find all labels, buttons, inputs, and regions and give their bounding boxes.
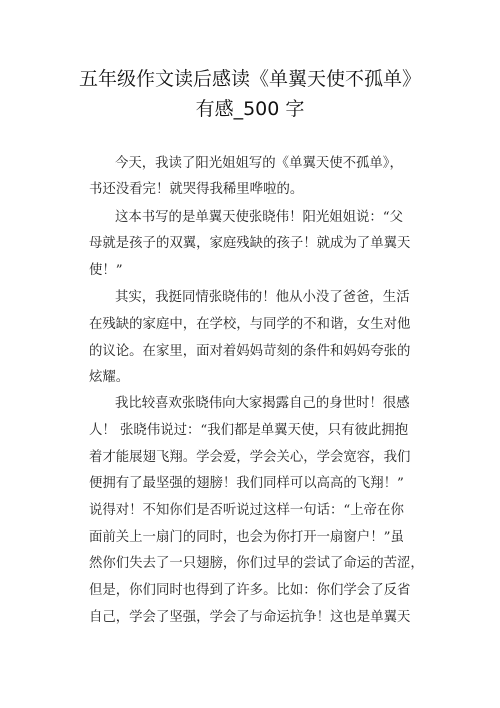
- body-line-13: 便拥有了最坚强的翅膀！我们同样可以高高的飞翔！”: [89, 476, 404, 491]
- body-line-9: 炫耀。: [89, 370, 130, 385]
- body-line-10: 我比较喜欢张晓伟向大家揭露自己的身世时！很感: [115, 396, 410, 411]
- body-line-15: 面前关上一扇门的同时，也会为你打开一扇窗户！”虽: [89, 530, 404, 545]
- document-title-line-1: 五年级作文读后感读《单翼天使不孤单》: [78, 68, 421, 90]
- body-line-17: 但是，你们同时也得到了许多。比如：你们学会了反省: [89, 583, 411, 598]
- body-line-14: 说得对！不知你们是否听说过这样一句话：“上帝在你: [89, 503, 404, 518]
- document-title-line-2: 有感_500 字: [195, 98, 305, 120]
- body-line-4: 母就是孩子的双翼，家庭残缺的孩子！就成为了单翼天: [89, 236, 411, 251]
- body-line-12: 着才能展翅飞翔。学会爱，学会关心，学会宽容，我们: [89, 450, 411, 465]
- body-line-11: 人！ 张晓伟说过：“我们都是单翼天使，只有彼此拥抱: [89, 423, 409, 438]
- body-line-2: 书还没看完！就哭得我稀里哗啦的。: [89, 182, 304, 197]
- body-line-1: 今天，我读了阳光姐姐写的《单翼天使不孤单》，: [115, 156, 403, 171]
- body-line-16: 然你们失去了一只翅膀，你们过早的尝试了命运的苦涩，: [89, 556, 424, 571]
- body-line-7: 在残缺的家庭中，在学校，与同学的不和谐，女生对他: [89, 317, 411, 332]
- body-line-8: 的议论。在家里，面对着妈妈苛刻的条件和妈妈夸张的: [89, 344, 411, 359]
- body-line-18: 自己，学会了坚强，学会了与命运抗争！这也是单翼天: [89, 610, 411, 625]
- body-line-3: 这本书写的是单翼天使张晓伟！阳光姐姐说：“父: [115, 210, 404, 225]
- body-line-6: 其实，我挺同情张晓伟的！他从小没了爸爸，生活: [115, 290, 410, 305]
- body-line-5: 使！”: [89, 263, 123, 278]
